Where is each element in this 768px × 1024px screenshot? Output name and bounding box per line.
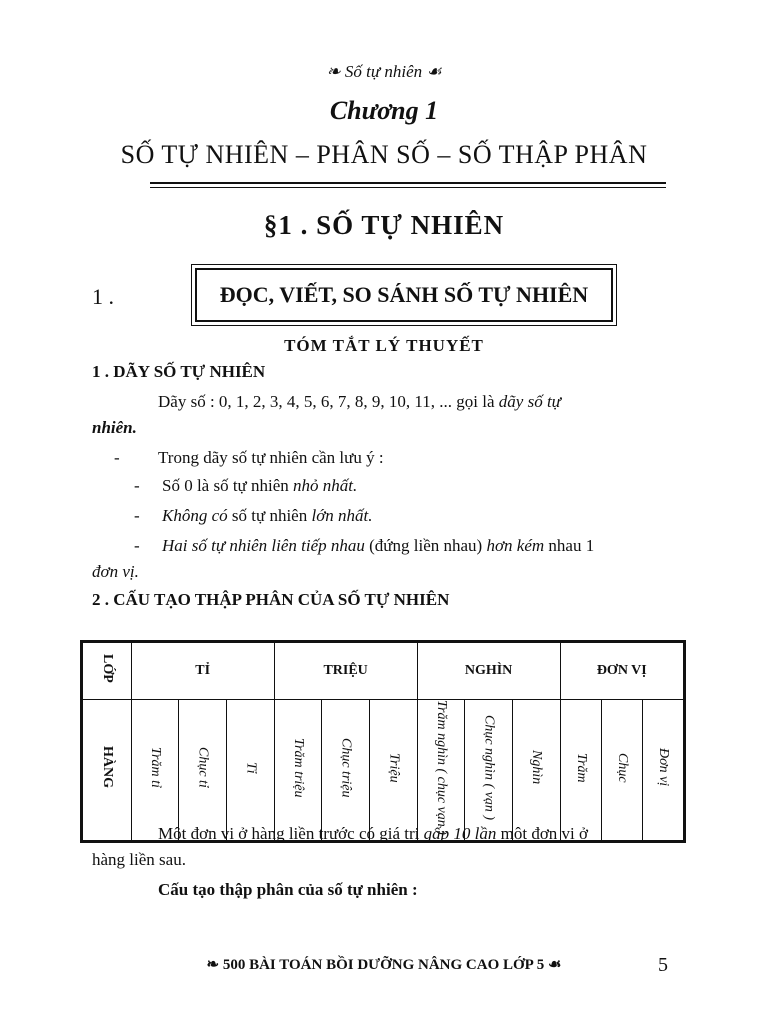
bullet-item: [134, 476, 358, 496]
part1-line1: [158, 390, 688, 414]
place-cell: Đơn vị: [643, 700, 685, 842]
bullet2-emph1: Không có: [162, 506, 228, 525]
place-cell: Trăm: [560, 700, 601, 842]
part1-line2-emph: nhiên.: [92, 418, 137, 437]
bullet-dash: -: [134, 536, 140, 555]
running-head: [0, 62, 768, 82]
note-dash: -: [114, 448, 120, 467]
place-row: [82, 700, 685, 842]
part2-para1-cont: hàng liền sau.: [92, 850, 186, 869]
place-cell: Trăm nghìn ( chục vạn ): [417, 700, 465, 842]
topic-title-box: [195, 268, 613, 322]
part2-para1-text1: Một đơn vị ở hàng liền trước có giá trị: [158, 824, 424, 843]
chapter-label: Chương 1: [329, 96, 439, 125]
class-ti: TỈ: [131, 642, 274, 700]
bullet3-text1: (đứng liền nhau): [364, 536, 487, 555]
place-cell: Tỉ: [227, 700, 275, 842]
ornament-right-icon: ☙: [422, 62, 442, 81]
row-label-place: HÀNG: [82, 700, 132, 842]
place-cell: Trăm triệu: [274, 700, 322, 842]
part2-heading: 2 . CẤU TẠO THẬP PHÂN CỦA SỐ TỰ NHIÊN: [92, 590, 450, 609]
class-trieu: TRIỆU: [274, 642, 417, 700]
bullet2-text: số tự nhiên: [227, 506, 312, 525]
part1-note-text: Trong dãy số tự nhiên cần lưu ý :: [158, 448, 384, 467]
place-cell: Chục: [601, 700, 642, 842]
title-rule-thin: [150, 187, 666, 188]
bullet3-emph3: đơn vị.: [92, 562, 139, 581]
running-head-text: Số tự nhiên: [344, 62, 423, 81]
part2-para2: Cấu tạo thập phân của số tự nhiên :: [158, 880, 418, 899]
class-row: [82, 642, 685, 700]
place-cell: Trăm tỉ: [131, 700, 179, 842]
section-title: §1 . SỐ TỰ NHIÊN: [263, 210, 505, 240]
part2-para1-emph: gấp 10 lần: [423, 824, 497, 843]
bullet3-text2: nhau 1: [544, 536, 595, 555]
part1-line1-text: Dãy số : 0, 1, 2, 3, 4, 5, 6, 7, 8, 9, 10, 11, ... gọi là: [158, 392, 499, 411]
part2-para1-text2: một đơn vị ở: [496, 824, 589, 843]
chapter-title: SỐ TỰ NHIÊN – PHÂN SỐ – SỐ THẬP PHÂN: [120, 140, 648, 169]
part1-heading: 1 . DÃY SỐ TỰ NHIÊN: [92, 362, 266, 381]
topic-number: 1 .: [92, 284, 114, 309]
class-don-vi: ĐƠN VỊ: [560, 642, 684, 700]
footer: [0, 955, 768, 974]
part2-para1: [158, 822, 688, 846]
ornament-left-icon: ❧: [206, 957, 223, 973]
bullet1-text: Số 0 là số tự nhiên: [162, 476, 294, 495]
ornament-left-icon: ❧: [326, 62, 345, 81]
bullet1-emph: nhỏ nhất.: [293, 476, 358, 495]
part1-line1-emph: dãy số tự: [498, 392, 561, 411]
footer-text: 500 BÀI TOÁN BỒI DƯỠNG NÂNG CAO LỚP 5: [222, 957, 545, 973]
bullet3-emph2: hơn kém: [486, 536, 545, 555]
bullet-dash: -: [134, 476, 140, 495]
place-cell: Chục nghìn ( vạn ): [465, 700, 513, 842]
bullet3-continuation: [92, 562, 139, 582]
place-value-table: [80, 640, 686, 843]
place-cell: Triệu: [369, 700, 417, 842]
place-cell: Nghìn: [512, 700, 560, 842]
bullet-dash: -: [134, 506, 140, 525]
bullet2-emph2: lớn nhất.: [311, 506, 373, 525]
part1-note: [114, 446, 384, 470]
topic-title: ĐỌC, VIẾT, SO SÁNH SỐ TỰ NHIÊN: [219, 282, 589, 307]
bullet-item: [134, 536, 682, 556]
page-number: 5: [658, 954, 668, 976]
row-label-class: LỚP: [82, 642, 132, 700]
part1-line2: [92, 416, 137, 440]
summary-heading: TÓM TẮT LÝ THUYẾT: [284, 336, 484, 355]
bullet-item: [134, 506, 373, 526]
place-cell: Chục triệu: [322, 700, 370, 842]
title-rule-thick: [150, 182, 666, 184]
class-nghin: NGHÌN: [417, 642, 560, 700]
place-cell: Chục tỉ: [179, 700, 227, 842]
bullet3-emph1: Hai số tự nhiên liên tiếp nhau: [162, 536, 365, 555]
ornament-right-icon: ☙: [544, 957, 562, 973]
